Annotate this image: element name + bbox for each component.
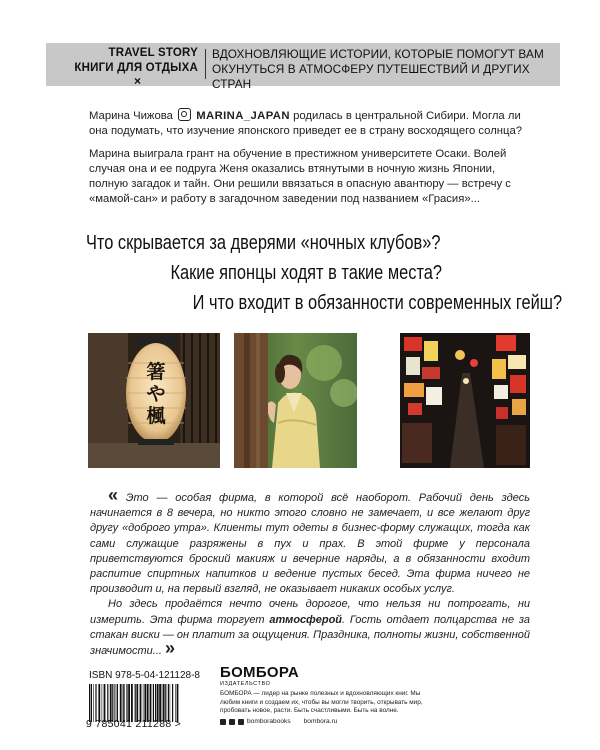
barcode-bar <box>89 684 90 722</box>
publisher-subtitle: ИЗДАТЕЛЬСТВО <box>220 681 271 687</box>
barcode-bar <box>143 684 144 722</box>
barcode-bar <box>177 684 179 722</box>
series-tagline: ВДОХНОВЛЯЮЩИЕ ИСТОРИИ, КОТОРЫЕ ПОМОГУТ ВАМ ОКУНУТЬСЯ В АТМОСФЕРУ ПУТЕШЕСТВИЙ И ДРУГИХ СТРАН <box>212 47 544 91</box>
barcode-bar <box>170 684 171 722</box>
barcode-bar <box>120 684 122 722</box>
barcode-bar <box>135 684 136 722</box>
teaser-questions <box>86 228 563 318</box>
barcode-bar <box>98 684 100 722</box>
excerpt-p2-end: . Гость отдает полцарства не за стакан виски — он платит за ощущения. Праздника, полноты жизни, собственной значимости... <box>90 613 530 658</box>
barcode <box>89 684 179 722</box>
question-1: Что скрывается за дверями «ночных клубов»? <box>86 232 441 254</box>
photo-lantern <box>88 333 220 468</box>
author-name: Марина Чижова <box>89 110 173 122</box>
excerpt-p2-bold: атмосферой <box>269 613 343 626</box>
barcode-bar <box>124 684 125 722</box>
intro-paragraph-1-text: родилась в центральной Сибири. Могла ли она подумать, что изучение японского приведет ее в страну восходящего солнца? <box>89 110 523 137</box>
barcode-bar <box>126 684 127 722</box>
instagram-icon <box>178 108 191 121</box>
barcode-bar <box>162 684 163 722</box>
lantern-char-1: 箸 <box>146 361 166 383</box>
barcode-bar <box>155 684 156 722</box>
barcode-bar <box>123 684 124 722</box>
barcode-bar <box>91 684 92 722</box>
barcode-bar <box>144 684 146 722</box>
barcode-bar <box>117 684 118 722</box>
series-header <box>46 43 560 91</box>
excerpt-paragraph-2 <box>90 597 530 659</box>
open-quote-mark: « <box>108 485 119 505</box>
publisher-description: БОМБОРА — лидер на рынке полезных и вдохновляющих книг. Мы любим книги и создаем их, чтобы вы могли творить, открывать мир, пробовать новое, расти. Быть счастливыми. Быть на волне. <box>220 690 423 715</box>
barcode-bar <box>110 684 112 722</box>
barcode-bar <box>153 684 154 722</box>
vk-icon <box>220 719 226 725</box>
barcode-bar <box>172 684 173 722</box>
barcode-bar <box>140 684 142 722</box>
barcode-bar <box>102 684 103 722</box>
barcode-bar <box>131 684 133 722</box>
publisher-website: bombora.ru <box>303 718 338 725</box>
intro-paragraph-2: Марина выиграла грант на обучение в престижном университете Осаки. Волей случая она и ее подруга Женя оказались втянутыми в ночную жизнь Японии, полную загадок и тайн. Они решили ввязаться в опасную авантюру — встречу с «мамой-сан» и работу в загадочном заведении под названием «Грасия»... <box>89 148 511 205</box>
barcode-bar <box>112 684 113 722</box>
barcode-bar <box>136 684 138 722</box>
photo-geisha <box>234 333 357 468</box>
barcode-bar <box>116 684 117 722</box>
lantern-char-2: や <box>146 383 166 405</box>
question-2: Какие японцы ходят в такие места? <box>170 262 443 284</box>
close-mark: × <box>134 74 142 88</box>
book-excerpt <box>90 485 530 659</box>
publisher-social <box>220 718 337 725</box>
barcode-bar <box>159 684 161 722</box>
series-line-2: КНИГИ ДЛЯ ОТДЫХА <box>74 62 198 74</box>
barcode-number: 9 785041 211288 > <box>86 718 182 730</box>
excerpt-p2-start: Но здесь продаётся нечто очень дорогое, что нельзя ни потрогать, ни измерить. Эта фирма торгует <box>90 598 530 626</box>
isbn-label: ISBN 978-5-04-121128-8 <box>89 670 200 681</box>
photo-night-street <box>400 333 530 468</box>
barcode-bar <box>165 684 166 722</box>
barcode-bar <box>128 684 130 722</box>
barcode-bar <box>107 684 108 722</box>
publisher-logo: БОМБОРА <box>220 664 300 681</box>
social-handle: bomborabooks <box>247 718 291 725</box>
barcode-bar <box>147 684 149 722</box>
intro-text <box>89 108 527 215</box>
barcode-bar <box>163 684 165 722</box>
intro-paragraph-1 <box>89 108 527 139</box>
barcode-bar <box>104 684 106 722</box>
barcode-bar <box>95 684 96 722</box>
barcode-bar <box>175 684 176 722</box>
barcode-bar <box>157 684 159 722</box>
series-title <box>46 46 198 87</box>
series-line-1: TRAVEL STORY <box>108 47 198 59</box>
excerpt-paragraph-1 <box>90 485 530 597</box>
barcode-bar <box>93 684 94 722</box>
question-3: И что входит в обязанности современных гейш? <box>192 292 563 314</box>
instagram-small-icon <box>238 719 244 725</box>
youtube-icon <box>229 719 235 725</box>
barcode-bar <box>150 684 152 722</box>
barcode-bar <box>168 684 169 722</box>
header-divider <box>205 49 206 79</box>
barcode-bar <box>114 684 115 722</box>
lantern-char-3: 楓 <box>146 405 166 427</box>
instagram-handle: MARINA_JAPAN <box>196 110 290 122</box>
close-quote-mark: » <box>165 638 176 659</box>
excerpt-p1-text: Это — особая фирма, в которой всё наоборот. Рабочий день здесь начинается в 8 вечера, но никто этого словно не замечает, и все желают друг другу «доброго утра». Клиенты тут одеты в бизнес-форму служащих, тогда как сами служащие разряжены в пух и прах. В этой фирме у персонала приветствуются броский макияж и вечерние наряды, а в обязанности входит распитие спиртных напитков и ведение пустых бесед. Эта фирма ничего не производит и, на первый взгляд, не оказывает никаких особых услуг. <box>90 492 530 596</box>
